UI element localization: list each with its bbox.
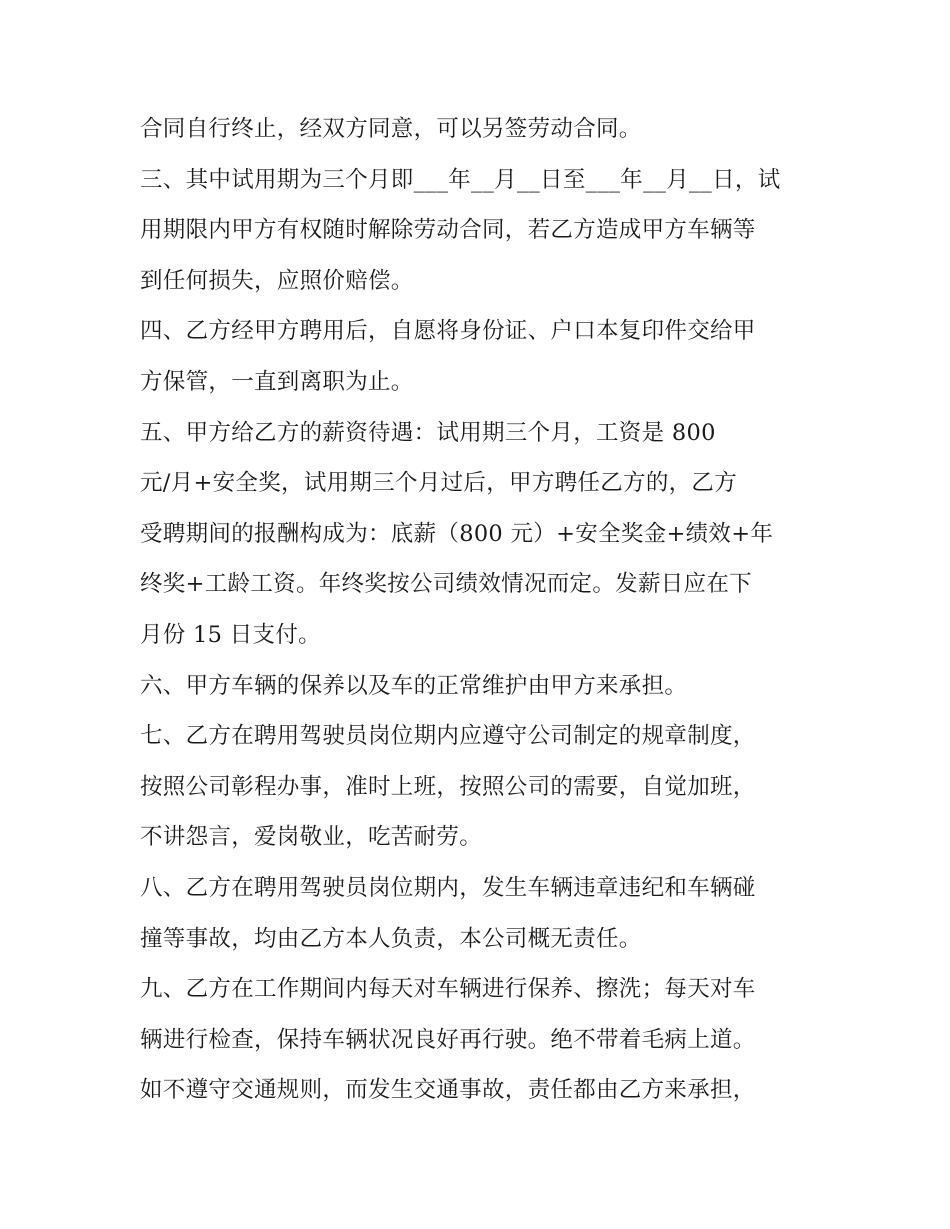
text-line-12: 六、甲方车辆的保养以及车的正常维护由甲方来承担。	[140, 672, 688, 699]
text-line-1: 合同自行终止，经双方同意，可以另签劳动合同。	[140, 116, 642, 142]
text-line-3: 用期限内甲方有权随时解除劳动合同，若乙方造成甲方车辆等	[140, 217, 756, 244]
text-line-13: 七、乙方在聘用驾驶员岗位期内应遵守公司制定的规章制度，	[140, 723, 756, 750]
text-line-19: 辆进行检查，保持车辆状况良好再行驶。绝不带着毛病上道。	[140, 1026, 756, 1053]
text-line-11: 月份 15 日支付。	[140, 621, 321, 648]
text-line-9: 受聘期间的报酬构成为：底薪（800 元）+安全奖金+绩效+年	[140, 520, 774, 547]
text-line-6: 方保管，一直到离职为止。	[140, 368, 414, 395]
text-line-8: 元/月+安全奖，试用期三个月过后，甲方聘任乙方的，乙方	[140, 470, 738, 497]
text-line-10: 终奖+工龄工资。年终奖按公司绩效情况而定。发薪日应在下	[140, 571, 752, 598]
text-line-2: 三、其中试用期为三个月即___年__月__日至___年__月__日，试	[140, 166, 781, 193]
text-line-14: 按照公司彰程办事，准时上班，按照公司的需要，自觉加班，	[140, 773, 756, 800]
text-line-4: 到任何损失，应照价赔偿。	[140, 267, 414, 294]
document-body	[140, 104, 820, 1116]
text-line-17: 撞等事故，均由乙方本人负责，本公司概无责任。	[140, 925, 642, 952]
text-line-7: 五、甲方给乙方的薪资待遇：试用期三个月，工资是 800	[140, 419, 716, 446]
text-line-5: 四、乙方经甲方聘用后，自愿将身份证、户口本复印件交给甲	[140, 318, 756, 345]
text-line-20: 如不遵守交通规则，而发生交通事故，责任都由乙方来承担，	[140, 1077, 756, 1104]
text-line-15: 不讲怨言，爱岗敬业，吃苦耐劳。	[140, 824, 483, 851]
text-line-16: 八、乙方在聘用驾驶员岗位期内，发生车辆违章违纪和车辆碰	[140, 874, 756, 901]
text-line-18: 九、乙方在工作期间内每天对车辆进行保养、擦洗；每天对车	[140, 976, 756, 1003]
